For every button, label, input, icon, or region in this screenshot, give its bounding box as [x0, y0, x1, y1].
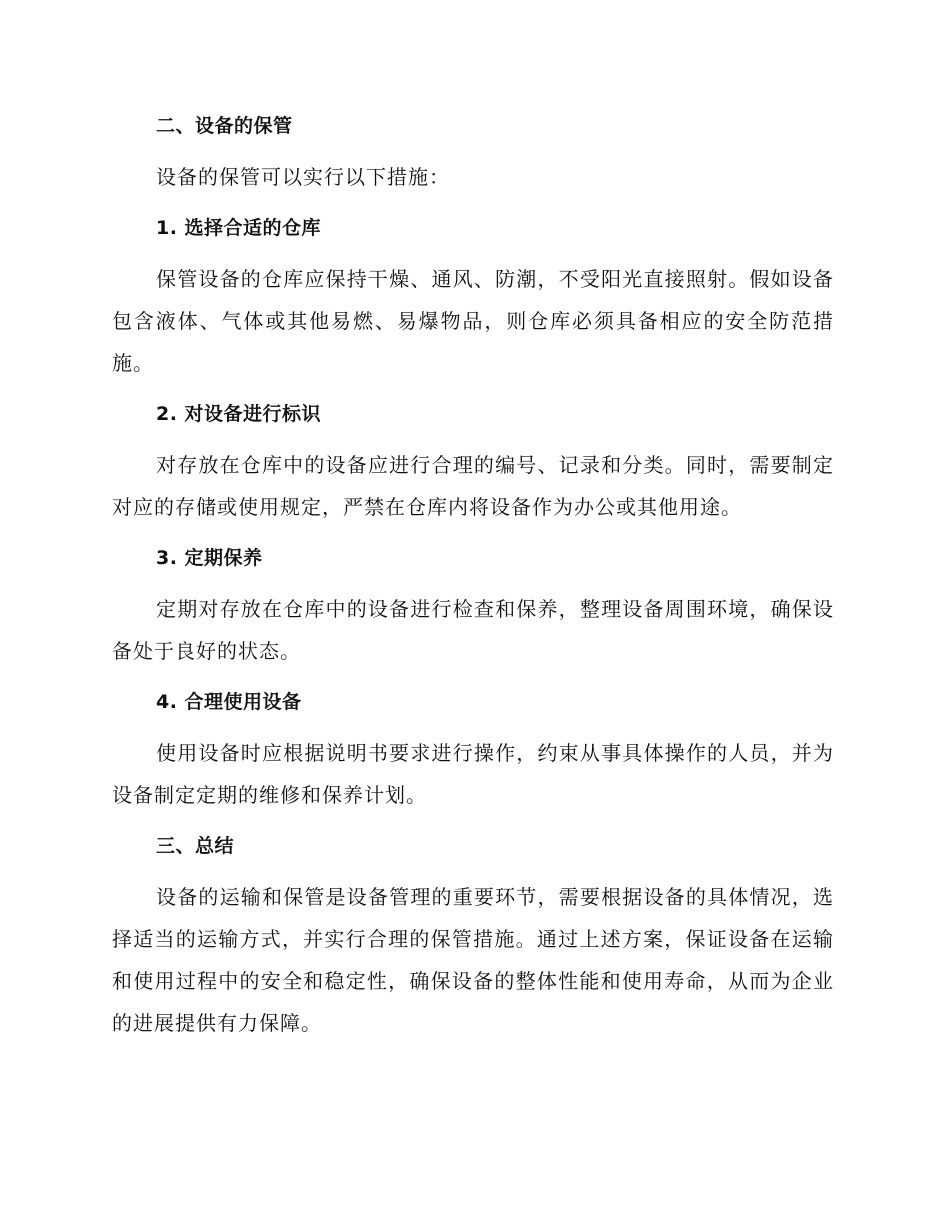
subheading-maintenance: 3. 定期保养	[156, 547, 263, 569]
subheading-choose-warehouse: 1. 选择合适的仓库	[156, 217, 322, 239]
proper-use-paragraph: 使用设备时应根据说明书要求进行操作，约束从事具体操作的人员，并为设备制定定期的维修和保养计划。	[112, 741, 834, 807]
section-heading-storage: 二、设备的保管	[156, 115, 293, 137]
subheading-label-equipment: 2. 对设备进行标识	[156, 403, 322, 425]
maintenance-paragraph: 定期对存放在仓库中的设备进行检查和保养，整理设备周围环境，确保设备处于良好的状态。	[112, 597, 834, 663]
document-body	[112, 104, 834, 1052]
section-heading-summary: 三、总结	[156, 835, 235, 857]
labeling-paragraph: 对存放在仓库中的设备应进行合理的编号、记录和分类。同时，需要制定对应的存储或使用规定，严禁在仓库内将设备作为办公或其他用途。	[112, 453, 834, 519]
warehouse-paragraph: 保管设备的仓库应保持干燥、通风、防潮，不受阳光直接照射。假如设备包含液体、气体或其他易燃、易爆物品，则仓库必须具备相应的安全防范措施。	[112, 267, 834, 375]
summary-paragraph: 设备的运输和保管是设备管理的重要环节，需要根据设备的具体情况，选择适当的运输方式，并实行合理的保管措施。通过上述方案，保证设备在运输和使用过程中的安全和稳定性，确保设备的整体性能和使用寿命，从而为企业的进展提供有力保障。	[112, 885, 834, 1035]
subheading-proper-use: 4. 合理使用设备	[156, 691, 302, 713]
storage-intro-paragraph: 设备的保管可以实行以下措施：	[156, 165, 450, 189]
